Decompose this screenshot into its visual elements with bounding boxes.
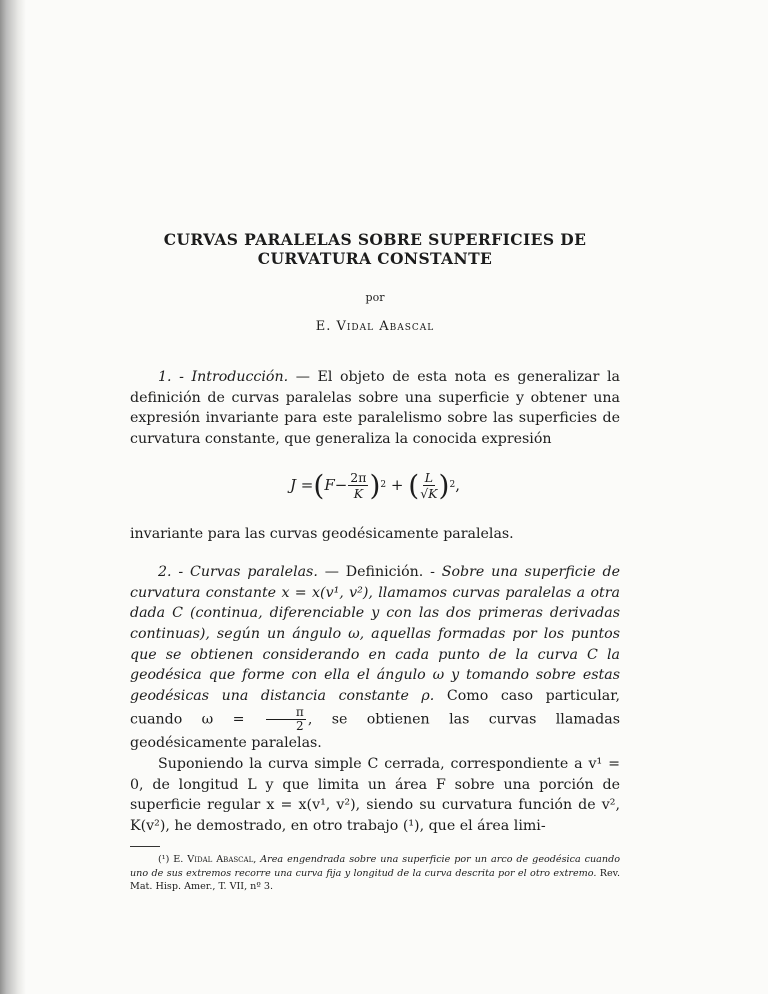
formula-lhs: J = <box>290 476 314 495</box>
section-parallel-curves <box>130 562 620 754</box>
formula-fraction-2 <box>420 470 437 501</box>
formula-F: F− <box>324 476 348 495</box>
byline: por <box>365 291 385 304</box>
footnote-title: Area engendrada sobre una superficie por un arco de geodésica cuando uno de sus extremos recorre una curva fija y longitud de la curva descrita por el otro extremo. <box>130 854 620 879</box>
section-2-heading: 2. - Curvas paralelas. <box>158 564 318 581</box>
formula-paren-close-1: ) <box>369 468 381 502</box>
title-line-1: CURVAS PARALELAS SOBRE SUPERFICIES DE <box>163 230 587 249</box>
formula-tail: , <box>455 476 460 495</box>
definition-text: Sobre una superficie de curvatura constante x = x(v¹, v²), llamamos curvas paralelas a otra dada C (continua, diferenciable y con las dos primeras derivadas continuas), según un ángulo ω, aquellas formadas por los puntos que se obtienen considerando en cada punto de la curva C la geodésica que forme con ella el ángulo ω y tomando sobre estas geodésicas una distancia constante ρ. <box>130 564 620 704</box>
formula-fraction-1 <box>348 470 368 501</box>
pi-numerator: π <box>266 706 306 720</box>
paper-page <box>130 230 620 894</box>
section-1-heading: 1. - Introducción. <box>158 369 289 386</box>
invariant-formula <box>130 454 620 518</box>
author-name: E. Vidal Abascal <box>315 318 435 334</box>
definition-label: — Definición. - <box>317 564 442 581</box>
formula-exp-1: 2 <box>380 480 387 491</box>
pi-over-2-fraction <box>266 706 306 733</box>
paragraph-curve-area: Suponiendo la curva simple C cerrada, correspondiente a v¹ = 0, de longitud L y que limita un área F sobre una porción de superficie regular x = x(v¹, v²), siendo su curvatura función de v², K(v²), he demostrado, en otro trabajo (¹), que el área limi- <box>130 755 620 834</box>
formula-paren-open-1: ( <box>313 468 325 502</box>
special-case-text: Como caso particular, <box>434 687 620 704</box>
formula-paren-open-2: ( <box>408 468 420 502</box>
footnote-reference: Rev. Mat. Hisp. Amer., T. VII, nº 3. <box>130 867 621 893</box>
footnote-author: E. Vidal Abascal, <box>169 854 261 866</box>
after-formula-text: invariante para las curvas geodésicamente paralelas. <box>130 525 514 542</box>
section-introduction <box>130 367 620 449</box>
cuando-text: cuando ω = <box>130 711 264 728</box>
pi-denominator: 2 <box>296 719 304 734</box>
formula-den-2: √K <box>420 486 438 502</box>
formula-num-1: 2π <box>350 470 367 486</box>
footnote-mark: (¹) <box>158 854 170 866</box>
scan-edge-shadow <box>0 0 26 994</box>
section-1-text: — El objeto de esta nota es generalizar la definición de curvas paralelas sobre una superficie y obtener una expresión invariante para este paralelismo sobre las superficies de curvatura constante, que generaliza la conocida expresión <box>130 369 620 447</box>
title-line-2: CURVATURA CONSTANTE <box>257 249 493 268</box>
formula-exp-2: 2 <box>449 480 456 491</box>
formula-paren-close-2: ) <box>438 468 450 502</box>
formula-num-2: L <box>424 470 434 486</box>
formula-den-1: K <box>353 486 364 502</box>
paper-title <box>130 230 620 268</box>
footnote <box>130 853 620 894</box>
formula-plus: + <box>390 476 404 495</box>
footnote-divider <box>130 846 160 847</box>
cuando-rest-text: , se obtienen las curvas llamadas geodésicamente paralelas. <box>130 711 621 752</box>
